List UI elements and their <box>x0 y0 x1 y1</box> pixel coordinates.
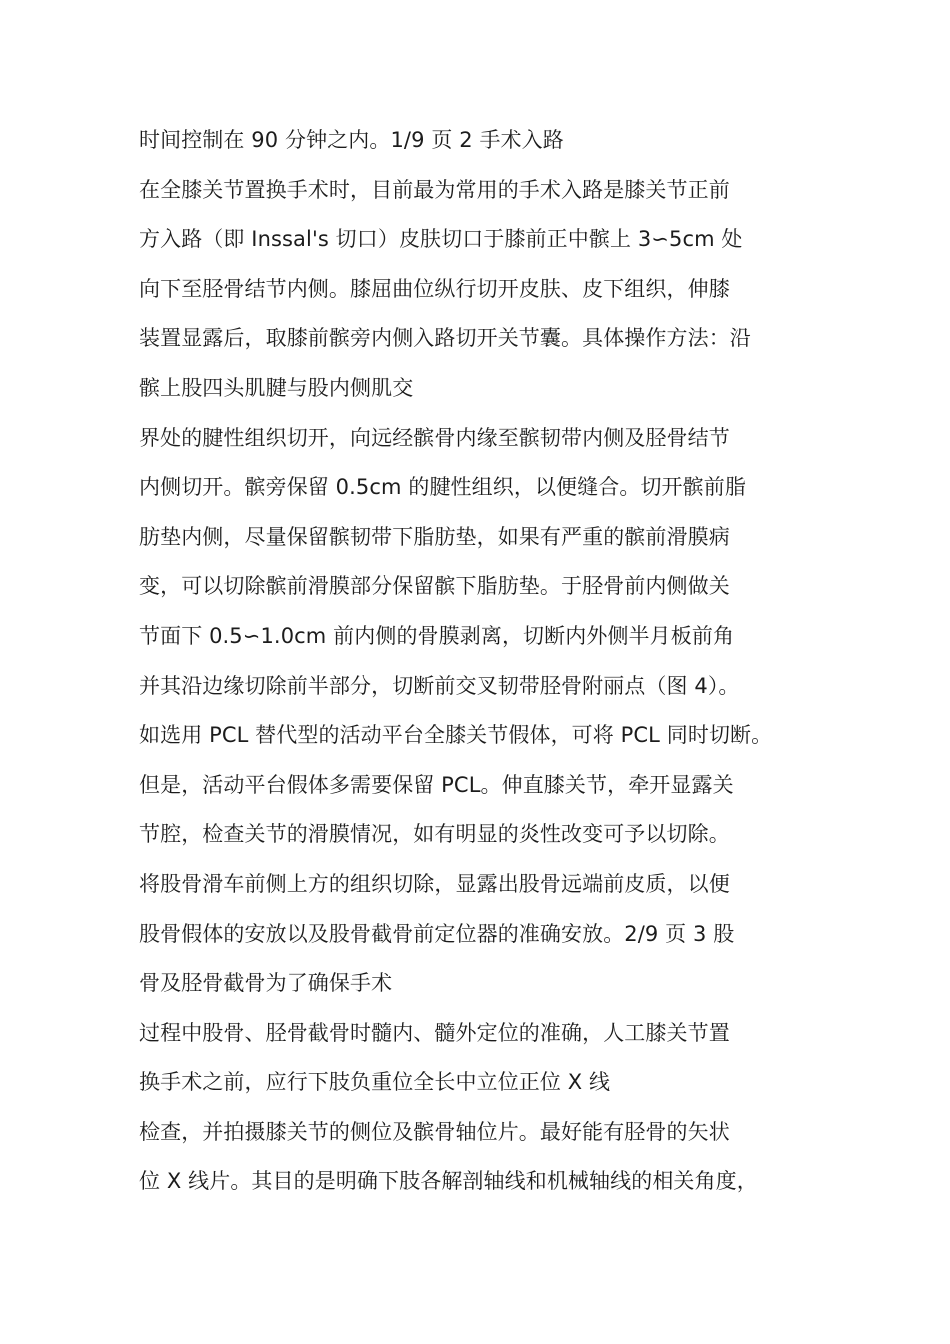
text-line: 时间控制在 90 分钟之内。1/9 页 2 手术入路 <box>139 128 564 152</box>
text-line: 并其沿边缘切除前半部分，切断前交叉韧带胫骨附丽点（图 4）。 <box>139 673 740 698</box>
text-line: 向下至胫骨结节内侧。膝屈曲位纵行切开皮肤、皮下组织，伸膝 <box>139 276 730 301</box>
text-line: 将股骨滑车前侧上方的组织切除，显露出股骨远端前皮质，以便 <box>139 871 730 896</box>
body-text <box>139 116 829 1207</box>
text-line: 方入路（即 Inssal's 切口）皮肤切口于膝前正中髌上 3∽5cm 处 <box>139 227 743 252</box>
text-line: 过程中股骨、胫骨截骨时髓内、髓外定位的准确，人工膝关节置 <box>139 1020 730 1045</box>
text-line: 股骨假体的安放以及股骨截骨前定位器的准确安放。2/9 页 3 股 <box>139 921 735 946</box>
text-line: 但是，活动平台假体多需要保留 PCL。伸直膝关节，牵开显露关 <box>139 772 734 797</box>
text-line: 肪垫内侧，尽量保留髌韧带下脂肪垫，如果有严重的髌前滑膜病 <box>139 524 730 549</box>
text-line: 位 X 线片。其目的是明确下肢各解剖轴线和机械轴线的相关角度， <box>139 1169 758 1194</box>
text-line: 节面下 0.5∽1.0cm 前内侧的骨膜剥离，切断内外侧半月板前角 <box>139 623 735 648</box>
text-line: 内侧切开。髌旁保留 0.5cm 的腱性组织，以便缝合。切开髌前脂 <box>139 475 746 500</box>
text-line: 变，可以切除髌前滑膜部分保留髌下脂肪垫。于胫骨前内侧做关 <box>139 574 730 599</box>
text-line: 节腔，检查关节的滑膜情况，如有明显的炎性改变可予以切除。 <box>139 822 730 847</box>
text-line: 检查，并拍摄膝关节的侧位及髌骨轴位片。最好能有胫骨的矢状 <box>139 1119 730 1144</box>
text-line: 如选用 PCL 替代型的活动平台全膝关节假体，可将 PCL 同时切断。 <box>139 723 773 748</box>
text-line: 骨及胫骨截骨为了确保手术 <box>139 971 393 996</box>
text-line: 换手术之前，应行下肢负重位全长中立位正位 X 线 <box>139 1070 611 1095</box>
text-line: 界处的腱性组织切开，向远经髌骨内缘至髌韧带内侧及胫骨结节 <box>139 425 730 450</box>
text-line: 髌上股四头肌腱与股内侧肌交 <box>139 375 414 400</box>
text-line: 装置显露后，取膝前髌旁内侧入路切开关节囊。具体操作方法：沿 <box>139 326 751 351</box>
text-line: 在全膝关节置换手术时，目前最为常用的手术入路是膝关节正前 <box>139 177 730 202</box>
